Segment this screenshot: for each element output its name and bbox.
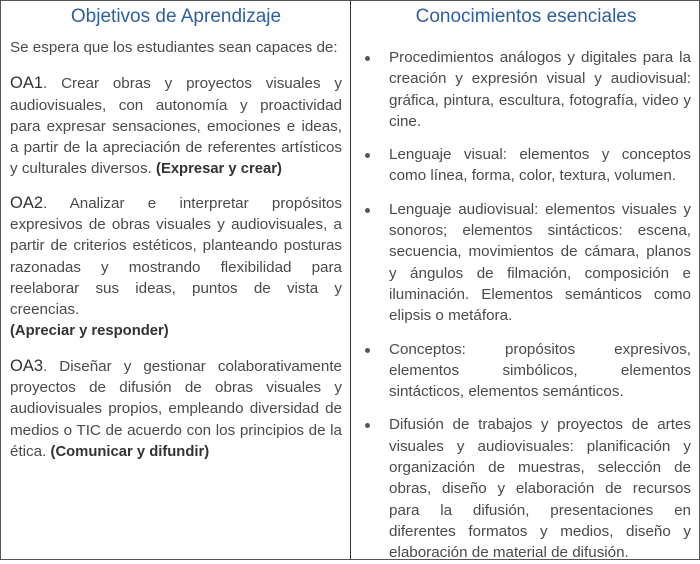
bullet-icon [365, 153, 370, 158]
objective-tag: (Apreciar y responder) [10, 322, 169, 339]
essential-knowledge-column [351, 1, 699, 562]
bullet-icon [365, 348, 370, 353]
bullet-icon [365, 56, 370, 61]
bullet-icon [365, 208, 370, 213]
objective-oa1 [10, 73, 342, 180]
objective-oa3 [10, 356, 342, 463]
objective-oa2 [10, 193, 342, 342]
bullet-icon [365, 423, 370, 428]
list-item-text: Lenguaje audiovisual: elementos visuales y sonoros; elementos sintácticos: escena, secuencia, movimientos de cámara, planos y ángulos de filmación, composición e iluminación. Elementos semánticos como elipsis o metáfora. [389, 200, 691, 325]
list-item [361, 199, 691, 327]
objective-tag: (Comunicar y difundir) [50, 444, 210, 461]
learning-objectives-column [1, 1, 351, 559]
list-item [361, 47, 691, 132]
objective-text: . Diseñar y gestionar colaborativamente proyectos de difusión de obras visuales y audiovisuales propios, empleando diversidad de medios o TIC de acuerdo con los principios de la ética. [10, 357, 342, 461]
list-item-text: Procedimientos análogos y digitales para la creación y expresión visual y audiovisual: gráfica, pintura, escultura, fotografía, video y cine. [389, 49, 691, 130]
objective-tag: (Expresar y crear) [156, 161, 282, 178]
list-item-text: Conceptos: propósitos expresivos, elementos simbólicos, elementos sintácticos, elementos semánticos. [389, 340, 691, 401]
list-item [361, 414, 691, 563]
essential-knowledge-title: Conocimientos esenciales [415, 6, 637, 27]
objective-code: OA1 [10, 74, 44, 93]
objective-text: . Crear obras y proyectos visuales y audiovisuales, con autonomía y proactividad para expresar sensaciones, emociones e ideas, a partir de la apreciación de referentes artísticos y culturales diversos. [10, 75, 342, 178]
list-item-text: Lenguaje visual: elementos y conceptos como línea, forma, color, textura, volumen. [389, 146, 691, 185]
list-item-text: Difusión de trabajos y proyectos de artes visuales y audiovisuales: planificación y organización de muestras, selección de obras, diseño y elaboración de recursos para la difusión, presentaciones en diferentes formatos y medios, diseño y elaboración de material de difusión. [389, 416, 691, 562]
objective-code: OA3 [10, 356, 44, 375]
essential-knowledge-list [361, 47, 691, 564]
list-item [361, 144, 691, 187]
objective-text: . Analizar e interpretar propósitos expresivos de obras visuales y audiovisuales, a partir de criterios estéticos, planteando posturas razonadas y mostrando flexibilidad para reelaborar sus ideas, puntos de vista y creencias. [10, 194, 342, 319]
learning-objectives-title: Objetivos de Aprendizaje [70, 6, 282, 27]
objectives-intro: Se espera que los estudiantes sean capaces de: [10, 39, 338, 56]
list-item [361, 339, 691, 403]
objective-code: OA2 [10, 193, 44, 212]
